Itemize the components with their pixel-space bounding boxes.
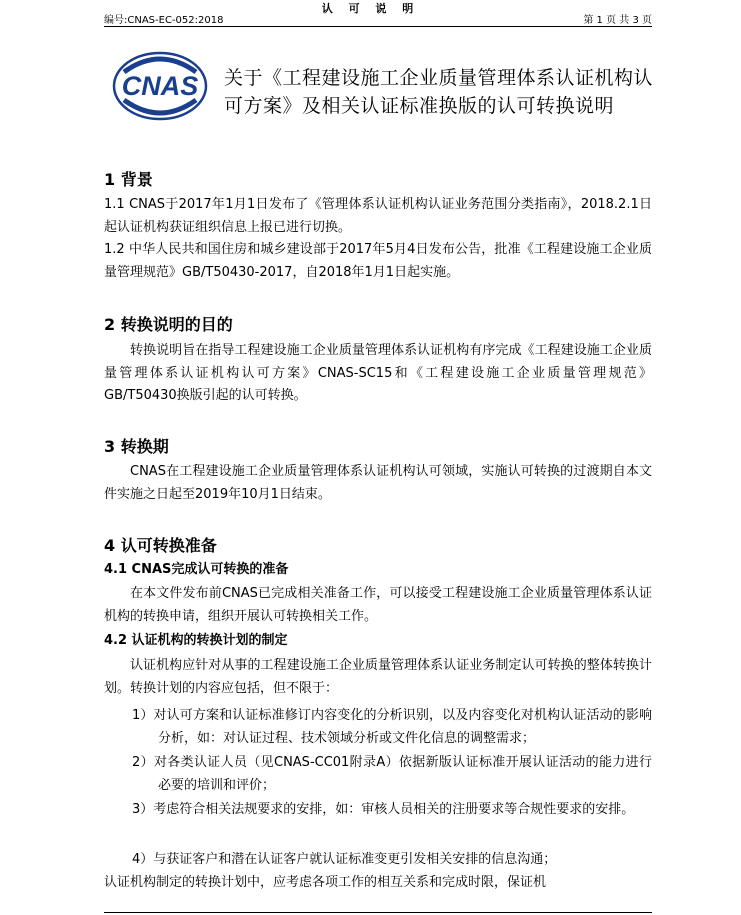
list-item: 1）对认可方案和认证标准修订内容变化的分析识别，以及内容变化对机构认证活动的影响分析，如：对认证过程、技术领域分析或文件化信息的调整需求； bbox=[132, 708, 652, 746]
page-info: 第 1 页 共 3 页 bbox=[583, 15, 652, 26]
section-heading: 2 转换说明的目的 bbox=[104, 315, 233, 334]
paragraph: 转换说明旨在指导工程建设施工企业质量管理体系认证机构有序完成《工程建设施工企业质量管理体系认证机构认可方案》CNAS-SC15和《工程建设施工企业质量管理规范》GB/T50430换版引起的认可转换。 bbox=[104, 343, 652, 403]
paragraph: 认证机构应针对从事的工程建设施工企业质量管理体系认证业务制定认可转换的整体转换计划。转换计划的内容应包括，但不限于： bbox=[104, 658, 652, 696]
subsection-heading: 4.1 CNAS完成认可转换的准备 bbox=[104, 562, 289, 577]
document-title: 关于《工程建设施工企业质量管理体系认证机构认可方案》及相关认证标准换版的认可转换说明 bbox=[224, 67, 654, 117]
paragraph: CNAS在工程建设施工企业质量管理体系认证机构认可领域，实施认可转换的过渡期自本文件实施之日起至2019年10月1日结束。 bbox=[104, 464, 652, 502]
header-divider bbox=[104, 26, 652, 27]
subsection-heading: 4.2 认证机构的转换计划的制定 bbox=[104, 633, 288, 648]
list-item: 2）对各类认证人员（见CNAS-CC01附录A）依据新版认证标准开展认证活动的能力进行必要的培训和评价； bbox=[132, 755, 652, 793]
document-number: 编号:CNAS-EC-052:2018 bbox=[104, 15, 224, 26]
paragraph: 1.1 CNAS于2017年1月1日发布了《管理体系认证机构认证业务范围分类指南》，2018.2.1日起认证机构获证组织信息上报已进行切换。 bbox=[104, 197, 652, 235]
paragraph: 认证机构制定的转换计划中，应考虑各项工作的相互关系和完成时限，保证机 bbox=[104, 875, 547, 890]
section-heading: 3 转换期 bbox=[104, 437, 169, 456]
list-item: 3）考虑符合相关法规要求的安排，如：审核人员相关的注册要求等合规性要求的安排。 bbox=[132, 802, 635, 817]
logo-text: CNAS bbox=[121, 71, 199, 101]
list-item: 4）与获证客户和潜在认证客户就认证标准变更引发相关安排的信息沟通； bbox=[132, 852, 557, 867]
section-heading: 4 认可转换准备 bbox=[104, 536, 217, 555]
paragraph: 在本文件发布前CNAS已完成相关准备工作，可以接受工程建设施工企业质量管理体系认证机构的转换申请，组织开展认可转换相关工作。 bbox=[104, 586, 652, 624]
header-doc-type: 认 可 说 明 bbox=[321, 2, 420, 15]
paragraph: 1.2 中华人民共和国住房和城乡建设部于2017年5月4日发布公告，批准《工程建设施工企业质量管理规范》GB/T50430-2017，自2018年1月1日起实施。 bbox=[104, 242, 652, 280]
cnas-logo bbox=[110, 50, 210, 122]
footer-divider bbox=[104, 912, 652, 913]
section-heading: 1 背景 bbox=[104, 170, 153, 189]
